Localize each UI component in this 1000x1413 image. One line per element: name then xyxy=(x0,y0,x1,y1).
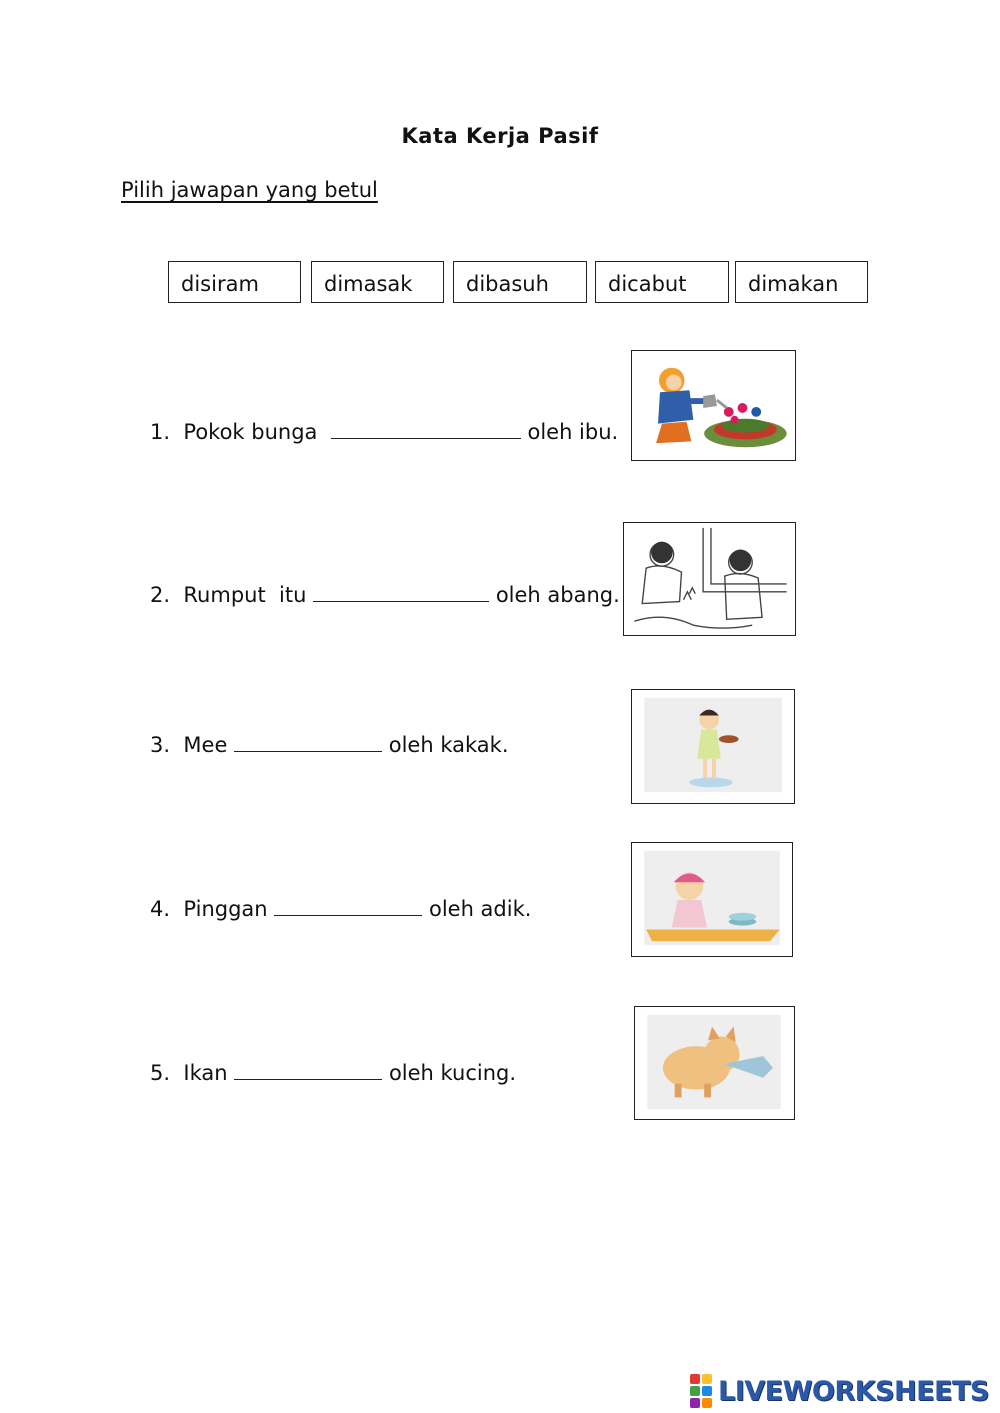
question-text-before: Ikan xyxy=(183,1061,228,1085)
question-text-after: oleh adik. xyxy=(428,897,532,921)
question-3 xyxy=(150,733,509,757)
question-4 xyxy=(150,897,531,921)
question-text-after: oleh kakak. xyxy=(388,733,509,757)
liveworksheets-logo xyxy=(690,1373,989,1409)
word-bank-item[interactable]: dicabut xyxy=(595,261,729,303)
question-1 xyxy=(150,420,618,444)
answer-blank[interactable] xyxy=(313,597,489,602)
question-5 xyxy=(150,1061,516,1085)
logo-blocks-icon xyxy=(690,1374,712,1408)
question-number: 5. xyxy=(150,1061,171,1085)
answer-blank[interactable] xyxy=(331,434,521,439)
question-text-before: Pokok bunga xyxy=(183,420,318,444)
girl-cooking-icon xyxy=(631,689,795,804)
cat-eating-fish-icon xyxy=(634,1006,795,1120)
question-text-after: oleh ibu. xyxy=(527,420,619,444)
word-bank-item[interactable]: disiram xyxy=(168,261,301,303)
child-washing-plates-icon xyxy=(631,842,793,957)
question-2 xyxy=(150,583,620,607)
question-number: 2. xyxy=(150,583,171,607)
question-number: 3. xyxy=(150,733,171,757)
answer-blank[interactable] xyxy=(234,1075,382,1080)
instruction-text: Pilih jawapan yang betul xyxy=(121,178,378,202)
question-number: 1. xyxy=(150,420,171,444)
woman-watering-flowers-icon xyxy=(631,350,796,461)
question-text-before: Pinggan xyxy=(183,897,268,921)
question-text-after: oleh kucing. xyxy=(388,1061,517,1085)
boys-pulling-grass-icon xyxy=(623,522,796,636)
question-text-before: Rumput itu xyxy=(183,583,307,607)
question-text-before: Mee xyxy=(183,733,228,757)
word-bank-item[interactable]: dimakan xyxy=(735,261,868,303)
answer-blank[interactable] xyxy=(234,747,382,752)
question-text-after: oleh abang. xyxy=(495,583,620,607)
logo-text: LIVEWORKSHEETS xyxy=(718,1375,989,1407)
answer-blank[interactable] xyxy=(274,911,422,916)
word-bank-item[interactable]: dibasuh xyxy=(453,261,587,303)
question-number: 4. xyxy=(150,897,171,921)
worksheet-title: Kata Kerja Pasif xyxy=(401,124,599,148)
word-bank-item[interactable]: dimasak xyxy=(311,261,444,303)
